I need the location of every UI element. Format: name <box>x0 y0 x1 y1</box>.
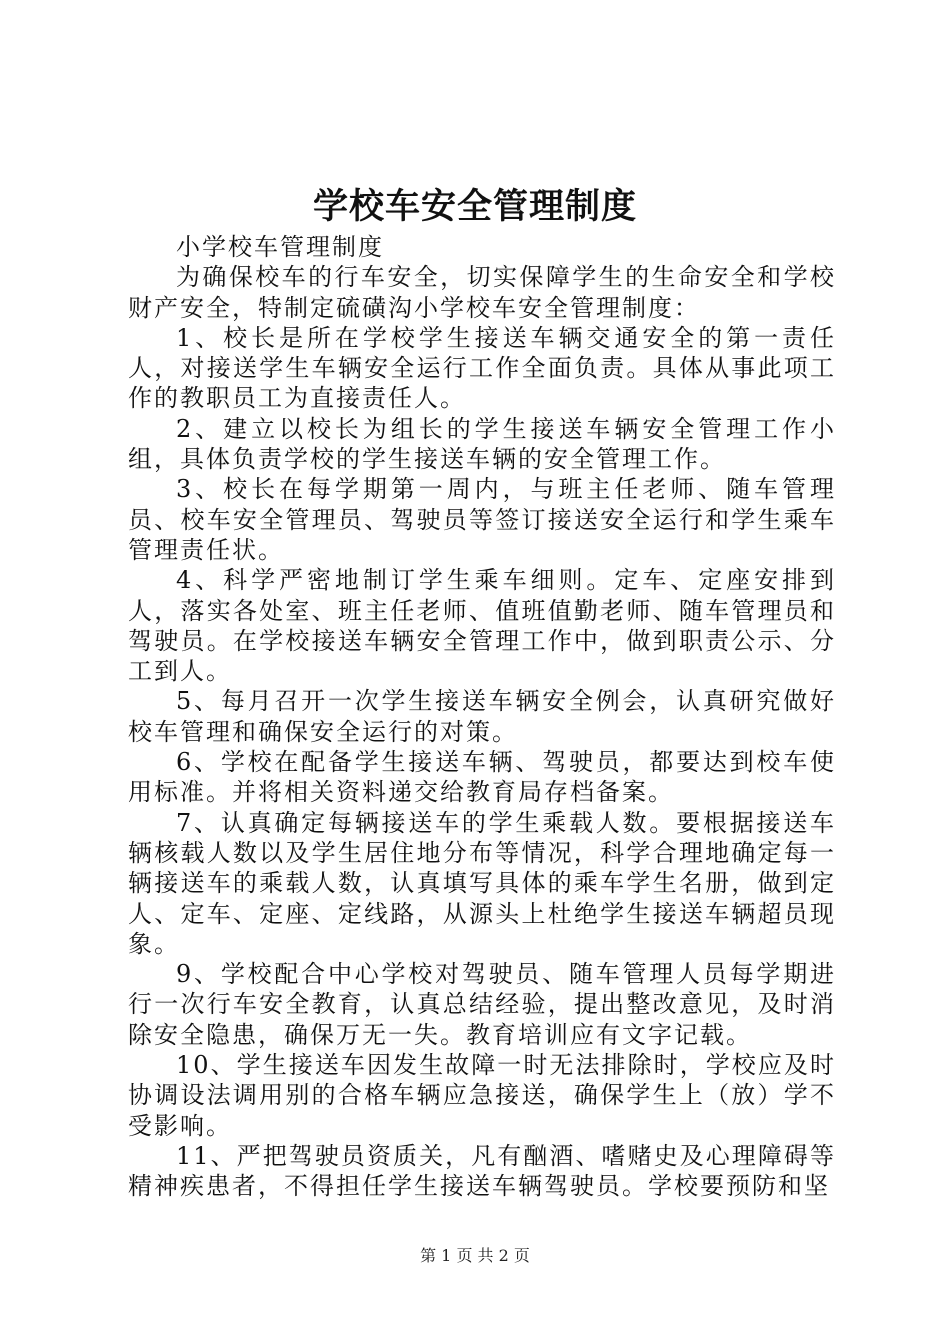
rule-paragraph: 5、每月召开一次学生接送车辆安全例会，认真研究做好校车管理和确保安全运行的对策。 <box>128 687 836 746</box>
rule-paragraph: 1、校长是所在学校学生接送车辆交通安全的第一责任人，对接送学生车辆安全运行工作全面负责。具体从事此项工作的教职员工为直接责任人。 <box>128 323 836 413</box>
rule-paragraph: 11、严把驾驶员资质关，凡有酗酒、嗜赌史及心理障碍等精神疾患者，不得担任学生接送车辆驾驶员。学校要预防和坚 <box>128 1141 836 1201</box>
document-title: 学校车安全管理制度 <box>312 186 637 227</box>
page-footer: 第 1 页 共 2 页 <box>420 1246 530 1265</box>
rule-paragraph: 9、学校配合中心学校对驾驶员、随车管理人员每学期进行一次行车安全教育，认真总结经验，提出整改意见，及时消除安全隐患，确保万无一失。教育培训应有文字记载。 <box>128 960 836 1049</box>
subtitle-paragraph: 小学校车管理制度 <box>176 233 384 261</box>
rule-paragraph: 3、校长在每学期第一周内，与班主任老师、随车管理员、校车安全管理员、驾驶员等签订接送安全运行和学生乘车管理责任状。 <box>128 475 836 564</box>
rule-paragraph: 2、建立以校长为组长的学生接送车辆安全管理工作小组，具体负责学校的学生接送车辆的安全管理工作。 <box>128 414 836 474</box>
document-body <box>128 232 836 1202</box>
rule-paragraph: 4、科学严密地制订学生乘车细则。定车、定座安排到人，落实各处室、班主任老师、值班值勤老师、随车管理员和驾驶员。在学校接送车辆安全管理工作中，做到职责公示、分工到人。 <box>128 566 836 686</box>
rule-paragraph: 6、学校在配备学生接送车辆、驾驶员，都要达到校车使用标准。并将相关资料递交给教育局存档备案。 <box>128 748 836 807</box>
intro-paragraph: 为确保校车的行车安全，切实保障学生的生命安全和学校财产安全，特制定硫磺沟小学校车安全管理制度： <box>128 263 836 322</box>
rule-paragraph: 7、认真确定每辆接送车的学生乘载人数。要根据接送车辆核载人数以及学生居住地分布等情况，科学合理地确定每一辆接送车的乘载人数，认真填写具体的乘车学生名册，做到定人、定车、定座、定线路，从源头上杜绝学生接送车辆超员现象。 <box>128 808 836 958</box>
rule-paragraph: 10、学生接送车因发生故障一时无法排除时，学校应及时协调设法调用别的合格车辆应急接送，确保学生上（放）学不受影响。 <box>128 1051 836 1140</box>
